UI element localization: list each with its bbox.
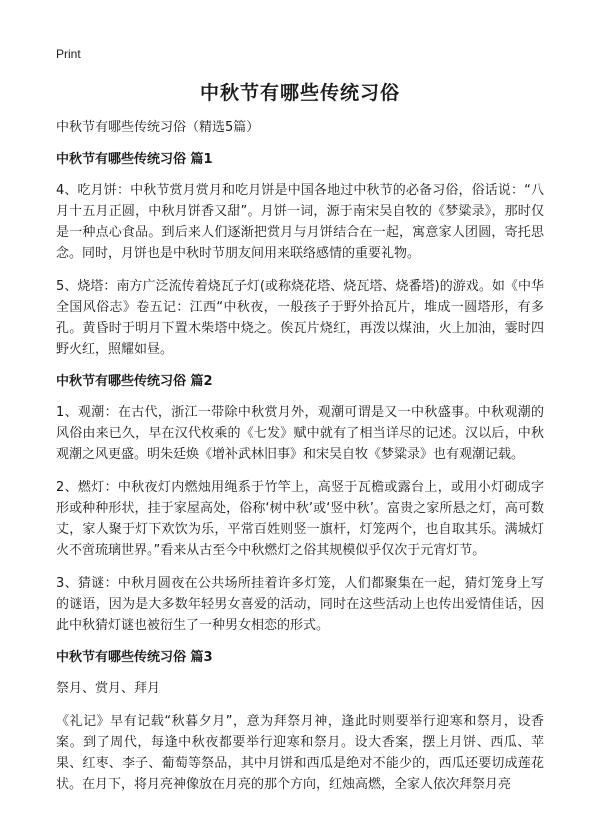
- section-2: [56, 372, 544, 636]
- section-3: [56, 648, 544, 795]
- paragraph: 2、燃灯：中秋夜灯内燃烛用绳系于竹竿上，高竖于瓦檐或露台上，或用小灯砌成字形或种种形状，挂于家屋高处，俗称‘树中秋’或‘竖中秋’。富贵之家所悬之灯，高可数丈，家人聚于灯下欢饮为乐，平常百姓则竖一旗杆，灯笼两个，也自取其乐。满城灯火不啻琉璃世界。”看来从古至今中秋燃灯之俗其规模似乎仅次于元宵灯节。: [56, 480, 544, 558]
- section-1: [56, 150, 544, 360]
- paragraph: 1、观潮：在古代，浙江一带除中秋赏月外，观潮可谓是又一中秋盛事。中秋观潮的风俗由来已久，早在汉代枚乘的《七发》赋中就有了相当详尽的记述。汉以后，中秋观潮之风更盛。明朱廷焕《增补武林旧事》和宋吴自牧《梦粱录》也有观潮记载。: [56, 405, 544, 462]
- print-link[interactable]: Print: [56, 47, 81, 61]
- paragraph: 4、吃月饼：中秋节赏月赏月和吃月饼是中国各地过中秋节的必备习俗，俗话说：“八月十五月正圆，中秋月饼香又甜”。月饼一词，源于南宋吴自牧的《梦粱录》，那时仅是一种点心食品。到后来人们逐渐把赏月与月饼结合在一起，寓意家人团圆，寄托思念。同时，月饼也是中秋时节朋友间用来联络感情的重要礼物。: [56, 183, 544, 261]
- section-heading: 中秋节有哪些传统习俗 篇3: [56, 650, 213, 665]
- page-title: 中秋节有哪些传统习俗: [199, 82, 400, 104]
- section-heading: 中秋节有哪些传统习俗 篇2: [56, 374, 213, 389]
- section-heading: 中秋节有哪些传统习俗 篇1: [56, 152, 213, 167]
- paragraph: 5、烧塔：南方广泛流传着烧瓦子灯(或称烧花塔、烧瓦塔、烧番塔)的游戏。如《中华全国风俗志》卷五记：江西“中秋夜，一般孩子于野外拾瓦片，堆成一圆塔形，有多孔。黄昏时于明月下置木柴塔中烧之。俟瓦片烧红，再泼以煤油，火上加油，霎时四野火红，照耀如昼。: [56, 279, 544, 357]
- article-body: [56, 118, 544, 807]
- paragraph: 《礼记》早有记载“秋暮夕月”，意为拜祭月神，逢此时则要举行迎寒和祭月，设香案。到了周代，每逢中秋夜都要举行迎寒和祭月。设大香案，摆上月饼、西瓜、苹果、红枣、李子、葡萄等祭品，其中月饼和西瓜是绝对不能少的，西瓜还要切成莲花状。在月下，将月亮神像放在月亮的那个方向，红烛高燃，全家人依次拜祭月亮: [56, 714, 544, 792]
- paragraph: 祭月、赏月、拜月: [56, 681, 161, 696]
- article-subtitle: 中秋节有哪些传统习俗（精选5篇）: [56, 120, 260, 135]
- paragraph: 3、猜谜：中秋月圆夜在公共场所挂着许多灯笼，人们都聚集在一起，猜灯笼身上写的谜语，因为是大多数年轻男女喜爱的活动，同时在这些活动上也传出爱情佳话，因此中秋猜灯谜也被衍生了一种男女相恋的形式。: [56, 576, 544, 633]
